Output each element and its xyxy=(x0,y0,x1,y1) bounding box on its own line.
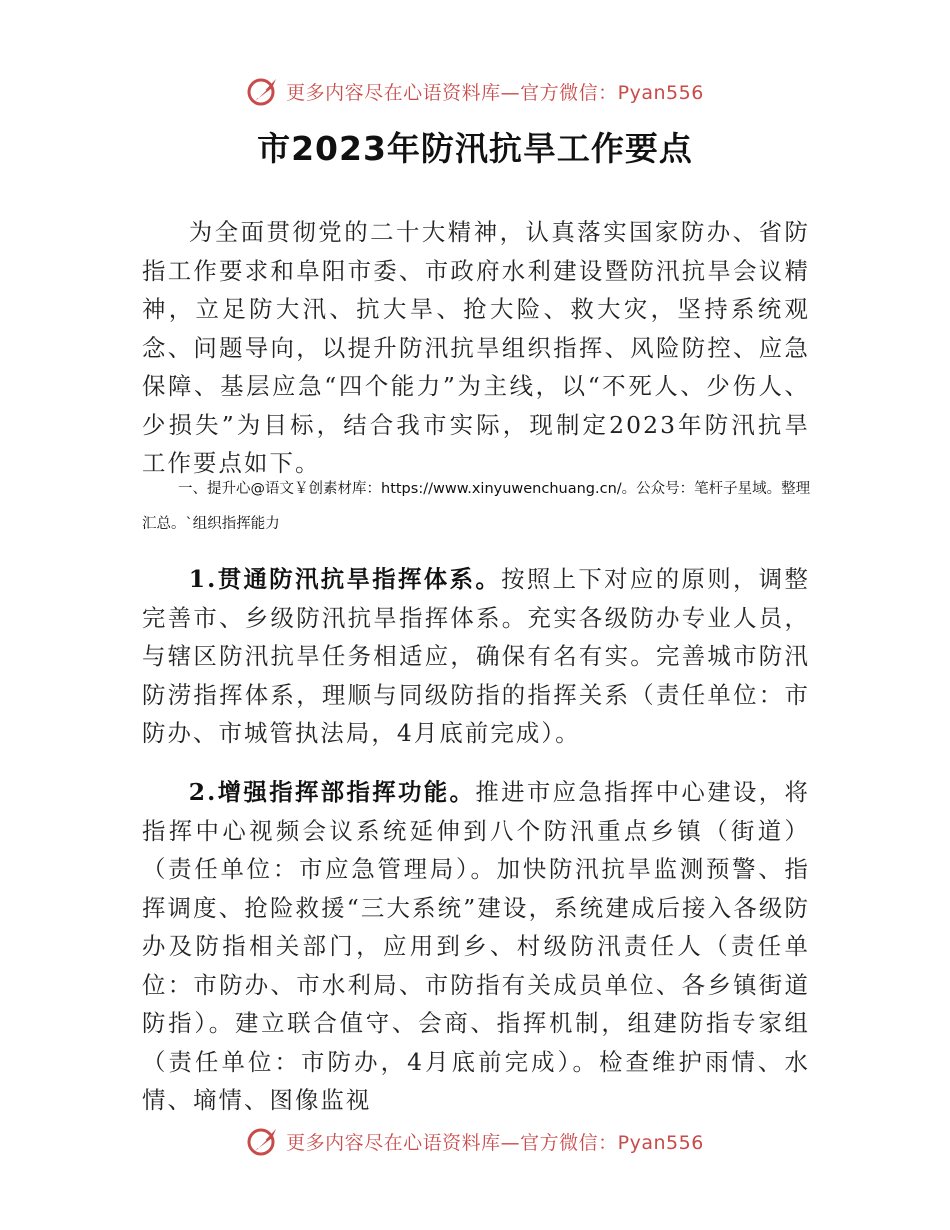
document-title: 市2023年防汛抗旱工作要点 xyxy=(257,129,693,168)
item-lead: 2.增强指挥部指挥功能。 xyxy=(188,778,476,806)
watermark-banner-top xyxy=(0,69,950,113)
quill-logo-icon xyxy=(246,1124,280,1158)
watermark-text: 更多内容尽在心语资料库—官方微信：Pyan556 xyxy=(286,81,704,104)
item-lead: 1.贯通防汛抗旱指挥体系。 xyxy=(188,565,502,593)
item-body: 推进市应急指挥中心建设，将指挥中心视频会议系统延伸到八个防汛重点乡镇（街道）（责任单位：市应急管理局）。加快防汛抗旱监测预警、指挥调度、抢险救援“三大系统”建设，系统建成后接入各级防办及防指相关部门，应用到乡、村级防汛责任人（责任单位：市防办、市水利局、市防指有关成员单位、各乡镇街道防指）。建立联合值守、会商、指挥机制，组建防指专家组（责任单位：市防办，4月底前完成）。检查维护雨情、水情、墒情、图像监视 xyxy=(142,778,810,1114)
section-heading: 一、提升心@语文￥创素材库：https://www.xinyuwenchuang.cn/。公众号：笔杆子星域。整理汇总。`组织指挥能力 xyxy=(142,481,811,532)
intro-paragraph: 为全面贯彻党的二十大精神，认真落实国家防办、省防指工作要求和阜阳市委、市政府水利建设暨防汛抗旱会议精神，立足防大汛、抗大旱、抢大险、救大灾，坚持系统观念、问题导向，以提升防汛抗旱组织指挥、风险防控、应急保障、基层应急“四个能力”为主线，以“不死人、少伤人、少损失”为目标，结合我市实际，现制定2023年防汛抗旱工作要点如下。 xyxy=(142,218,810,477)
item-paragraph xyxy=(142,773,810,1120)
item-paragraph xyxy=(142,560,810,753)
watermark-text: 更多内容尽在心语资料库—官方微信：Pyan556 xyxy=(286,1131,704,1154)
watermark-banner-bottom xyxy=(0,1119,950,1163)
item-body: 按照上下对应的原则，调整完善市、乡级防汛抗旱指挥体系。充实各级防办专业人员，与辖区防汛抗旱任务相适应，确保有名有实。完善城市防汛防涝指挥体系，理顺与同级防指的指挥关系（责任单位：市防办、市城管执法局，4月底前完成）。 xyxy=(142,565,811,747)
quill-logo-icon xyxy=(246,74,280,108)
